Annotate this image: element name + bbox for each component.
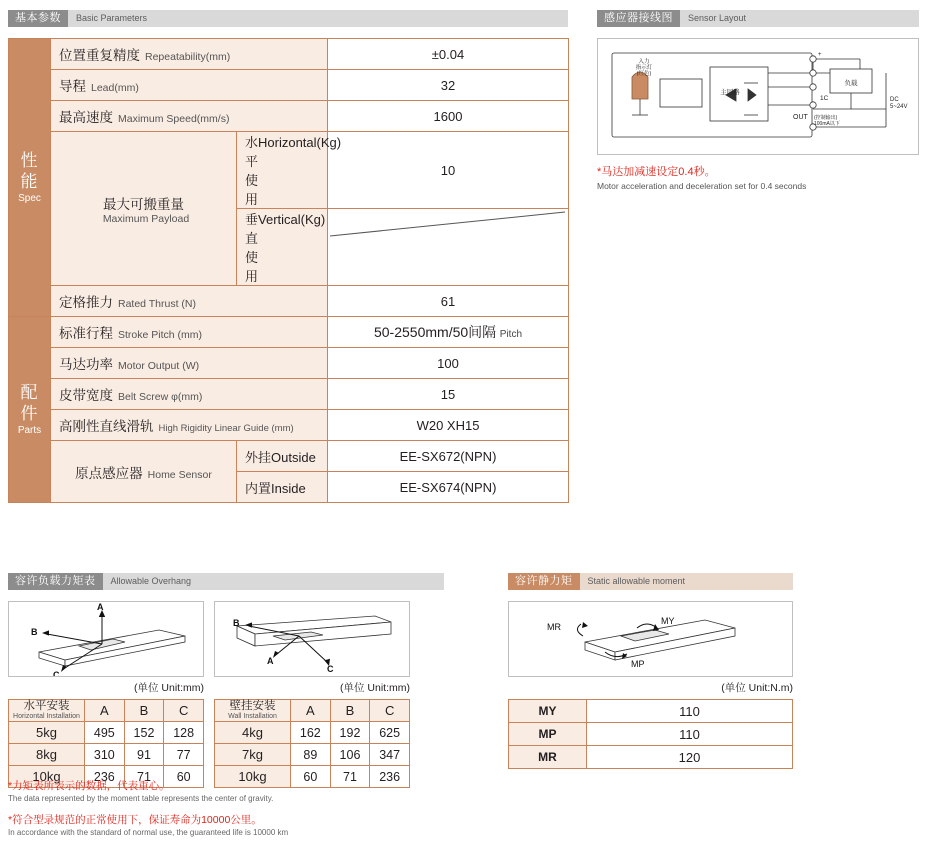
table-row xyxy=(9,101,569,132)
label-en: Repeatability(mm) xyxy=(145,51,231,63)
value-stroke-pitch xyxy=(328,317,569,348)
sensor-circuit-svg xyxy=(598,39,918,154)
row-label-sensor-outside xyxy=(237,441,328,472)
table-row xyxy=(9,132,569,209)
label-cn: 水平使用 xyxy=(245,135,259,207)
table-row xyxy=(509,746,793,769)
column-header-b: B xyxy=(330,700,370,722)
dc-label-2: 5~24V xyxy=(890,104,908,110)
moment-actuator-svg xyxy=(509,602,792,676)
label-en: Maximum Payload xyxy=(102,212,190,225)
axis-label-mr: MR xyxy=(547,622,561,632)
axis-label-a: A xyxy=(267,656,274,666)
row-label-max-payload xyxy=(51,132,237,286)
label-cn: 垂直使用 xyxy=(245,212,259,284)
cell-c: 236 xyxy=(370,766,410,788)
moment-key-mp: MP xyxy=(509,723,587,746)
wall-actuator-svg xyxy=(215,602,409,676)
section-title-en: Sensor Layout xyxy=(688,13,747,23)
cell-c: 128 xyxy=(164,722,204,744)
section-title-cn: 感应器接线图 xyxy=(597,10,680,27)
label-cn: 皮带宽度 xyxy=(59,388,113,403)
value-repeatability: ±0.04 xyxy=(328,39,569,70)
table-row xyxy=(9,39,569,70)
label-cn: 最高速度 xyxy=(59,110,113,125)
header-cn: 壁挂安装 xyxy=(229,700,276,712)
horizontal-install-header xyxy=(9,700,85,722)
axis-label-my: MY xyxy=(661,616,675,626)
column-header-b: B xyxy=(124,700,164,722)
value-sensor-outside: EE-SX672(NPN) xyxy=(328,441,569,472)
wall-installation-table xyxy=(214,699,410,788)
load-label: 负载 xyxy=(844,80,858,87)
cell-a: 310 xyxy=(85,744,125,766)
row-label-belt-screw xyxy=(51,379,328,410)
section-title-en: Basic Parameters xyxy=(76,13,148,23)
footnotes xyxy=(8,778,438,846)
row-label: 8kg xyxy=(9,744,85,766)
row-label-motor-output xyxy=(51,348,328,379)
overhang-unit-label-1: (单位 Unit:mm) xyxy=(134,682,204,694)
not-applicable-slash-icon xyxy=(328,209,567,238)
static-moment-section xyxy=(508,573,793,769)
static-moment-table xyxy=(508,699,793,769)
label-en: Horizontal(Kg) xyxy=(258,135,342,150)
motor-accel-note-en: Motor acceleration and deceleration set for 0.4 seconds xyxy=(597,181,807,191)
axis-label-c: C xyxy=(327,664,334,674)
control-out-label-2: 100mA以下 xyxy=(814,121,840,127)
table-row xyxy=(9,286,569,317)
value-payload-horizontal: 10 xyxy=(328,132,569,209)
section-title-en: Static allowable moment xyxy=(587,576,686,586)
allowable-overhang-section xyxy=(8,573,444,788)
label-en: Outside xyxy=(271,449,316,465)
category-parts xyxy=(9,317,51,503)
label-en: Vertical(Kg) xyxy=(258,212,326,227)
row-label-lead xyxy=(51,70,328,101)
row-label-home-sensor xyxy=(51,441,237,503)
label-cn: 内置 xyxy=(245,480,272,496)
label-en: Motor Output (W) xyxy=(118,360,200,372)
control-out-label-1: (控制输出) xyxy=(814,115,838,121)
table-row xyxy=(9,722,204,744)
sensor-wiring-diagram xyxy=(597,38,919,155)
column-header-a: A xyxy=(85,700,125,722)
section-title-cn: 容许负载力矩表 xyxy=(8,573,103,590)
label-cn: 原点感应器 xyxy=(75,465,143,481)
cell-c: 347 xyxy=(370,744,410,766)
value-motor-output: 100 xyxy=(328,348,569,379)
label-en: Inside xyxy=(271,480,306,496)
horizontal-installation-drawing xyxy=(8,601,204,677)
cell-b: 106 xyxy=(330,744,370,766)
axis-label-a: A xyxy=(97,602,104,612)
value-linear-guide: W20 XH15 xyxy=(328,410,569,441)
row-label-payload-horizontal xyxy=(237,132,342,209)
out-label: OUT xyxy=(793,114,808,121)
table-row xyxy=(9,700,204,722)
cell-c: 625 xyxy=(370,722,410,744)
value-text: 50-2550mm/50间隔 xyxy=(373,324,497,340)
table-row xyxy=(215,744,410,766)
footnote-1-cn: *力矩表所表示的数据，代表重心。 xyxy=(8,780,170,792)
cell-b: 192 xyxy=(330,722,370,744)
value-lead: 32 xyxy=(328,70,569,101)
axis-label-b: B xyxy=(31,627,38,637)
table-row xyxy=(215,722,410,744)
cell-a: 236 xyxy=(85,766,125,788)
label-en: Belt Screw φ(mm) xyxy=(118,391,203,403)
table-row xyxy=(215,700,410,722)
input-label-3: (红色) xyxy=(636,71,652,77)
axis-label-mp: MP xyxy=(631,659,645,669)
header-en: Wall Installation xyxy=(228,713,277,720)
table-row xyxy=(9,441,569,472)
moment-key-mr: MR xyxy=(509,746,587,769)
label-en: Maximum Speed(mm/s) xyxy=(118,113,230,125)
row-label-payload-vertical xyxy=(237,209,328,286)
label-cn: 标准行程 xyxy=(59,326,113,341)
moment-value-my: 110 xyxy=(587,700,793,723)
moment-value-mp: 110 xyxy=(587,723,793,746)
spec-table xyxy=(8,38,569,503)
overhang-tables xyxy=(8,699,444,788)
cell-b: 71 xyxy=(124,766,164,788)
basic-parameters-section xyxy=(8,10,568,503)
footnote-1-en: The data represented by the moment table represents the center of gravity. xyxy=(8,794,274,803)
table-row xyxy=(9,317,569,348)
section-title-en: Allowable Overhang xyxy=(110,576,192,586)
wall-installation-drawing xyxy=(214,601,410,677)
axis-label-b: B xyxy=(233,618,240,628)
category-spec xyxy=(9,39,51,317)
moment-unit-label: (单位 Unit:N.m) xyxy=(721,682,793,694)
axis-label-c: C xyxy=(53,670,60,676)
row-label-repeatability xyxy=(51,39,328,70)
row-label-sensor-inside xyxy=(237,472,328,503)
input-label-1: 入力 xyxy=(638,59,650,65)
ic-label: 1C xyxy=(820,95,829,102)
row-label-max-speed xyxy=(51,101,328,132)
moment-drawing xyxy=(508,601,793,677)
sensor-layout-header xyxy=(597,10,919,27)
static-moment-header xyxy=(508,573,793,590)
motor-accel-note-cn: *马达加减速设定0.4秒。 xyxy=(597,166,716,178)
category-parts-en: Parts xyxy=(17,424,42,436)
footnote-2-cn: *符合型录规范的正常使用下，保证寿命为10000公里。 xyxy=(8,814,262,826)
column-header-c: C xyxy=(370,700,410,722)
table-row xyxy=(509,723,793,746)
value-belt-screw: 15 xyxy=(328,379,569,410)
label-cn: 位置重复精度 xyxy=(59,48,140,63)
polarity-plus: + xyxy=(818,52,822,58)
input-label-2: 指示灯 xyxy=(635,65,653,71)
cell-a: 89 xyxy=(291,744,331,766)
category-spec-en: Spec xyxy=(18,192,41,204)
row-label-stroke-pitch xyxy=(51,317,328,348)
section-title-cn: 基本参数 xyxy=(8,10,68,27)
footnote-2-en: In accordance with the standard of normal use, the guaranteed life is 10000 km xyxy=(8,828,289,837)
cell-b: 91 xyxy=(124,744,164,766)
horizontal-installation-table xyxy=(8,699,204,788)
cell-a: 60 xyxy=(291,766,331,788)
column-header-a: A xyxy=(291,700,331,722)
basic-parameters-header xyxy=(8,10,568,27)
row-label: 5kg xyxy=(9,722,85,744)
value-sensor-inside: EE-SX674(NPN) xyxy=(328,472,569,503)
column-header-c: C xyxy=(164,700,204,722)
row-label-rated-thrust xyxy=(51,286,328,317)
label-en: Home Sensor xyxy=(147,468,212,481)
label-en: Stroke Pitch (mm) xyxy=(118,329,203,341)
category-parts-cn: 配件 xyxy=(20,382,39,423)
value-max-speed: 1600 xyxy=(328,101,569,132)
row-label: 10kg xyxy=(215,766,291,788)
row-label: 10kg xyxy=(9,766,85,788)
cell-b: 71 xyxy=(330,766,370,788)
sensor-layout-section xyxy=(597,10,919,191)
header-cn: 水平安装 xyxy=(23,700,70,712)
label-en: High Rigidity Linear Guide (mm) xyxy=(158,423,294,434)
row-label-linear-guide xyxy=(51,410,328,441)
table-row xyxy=(9,70,569,101)
label-cn: 最大可搬重量 xyxy=(103,196,184,212)
category-spec-cn: 性能 xyxy=(20,150,39,191)
cell-c: 77 xyxy=(164,744,204,766)
table-row xyxy=(9,410,569,441)
overhang-unit-label-2: (单位 Unit:mm) xyxy=(340,682,410,694)
cell-c: 60 xyxy=(164,766,204,788)
table-row xyxy=(9,379,569,410)
label-en: Rated Thrust (N) xyxy=(118,298,196,310)
horizontal-actuator-svg xyxy=(9,602,203,676)
label-cn: 外挂 xyxy=(245,449,272,465)
main-circuit-label: 主回路 xyxy=(720,89,740,96)
table-row xyxy=(509,700,793,723)
label-en: Lead(mm) xyxy=(91,82,139,94)
row-label: 7kg xyxy=(215,744,291,766)
label-cn: 导程 xyxy=(59,79,86,94)
section-title-cn: 容许静力矩 xyxy=(508,573,580,590)
value-payload-vertical xyxy=(328,209,569,286)
overhang-drawings xyxy=(8,601,444,677)
table-row xyxy=(9,348,569,379)
cell-a: 162 xyxy=(291,722,331,744)
label-cn: 马达功率 xyxy=(59,357,113,372)
header-en: Horizontal Installation xyxy=(13,713,80,720)
label-cn: 高刚性直线滑轨 xyxy=(59,419,154,434)
cell-b: 152 xyxy=(124,722,164,744)
cell-a: 495 xyxy=(85,722,125,744)
table-row xyxy=(9,744,204,766)
row-label: 4kg xyxy=(215,722,291,744)
value-rated-thrust: 61 xyxy=(328,286,569,317)
wall-install-header xyxy=(215,700,291,722)
moment-key-my: MY xyxy=(509,700,587,723)
label-cn: 定格推力 xyxy=(59,295,113,310)
moment-value-mr: 120 xyxy=(587,746,793,769)
value-unit: Pitch xyxy=(499,329,523,340)
dc-label-1: DC xyxy=(890,97,899,103)
overhang-header xyxy=(8,573,444,590)
